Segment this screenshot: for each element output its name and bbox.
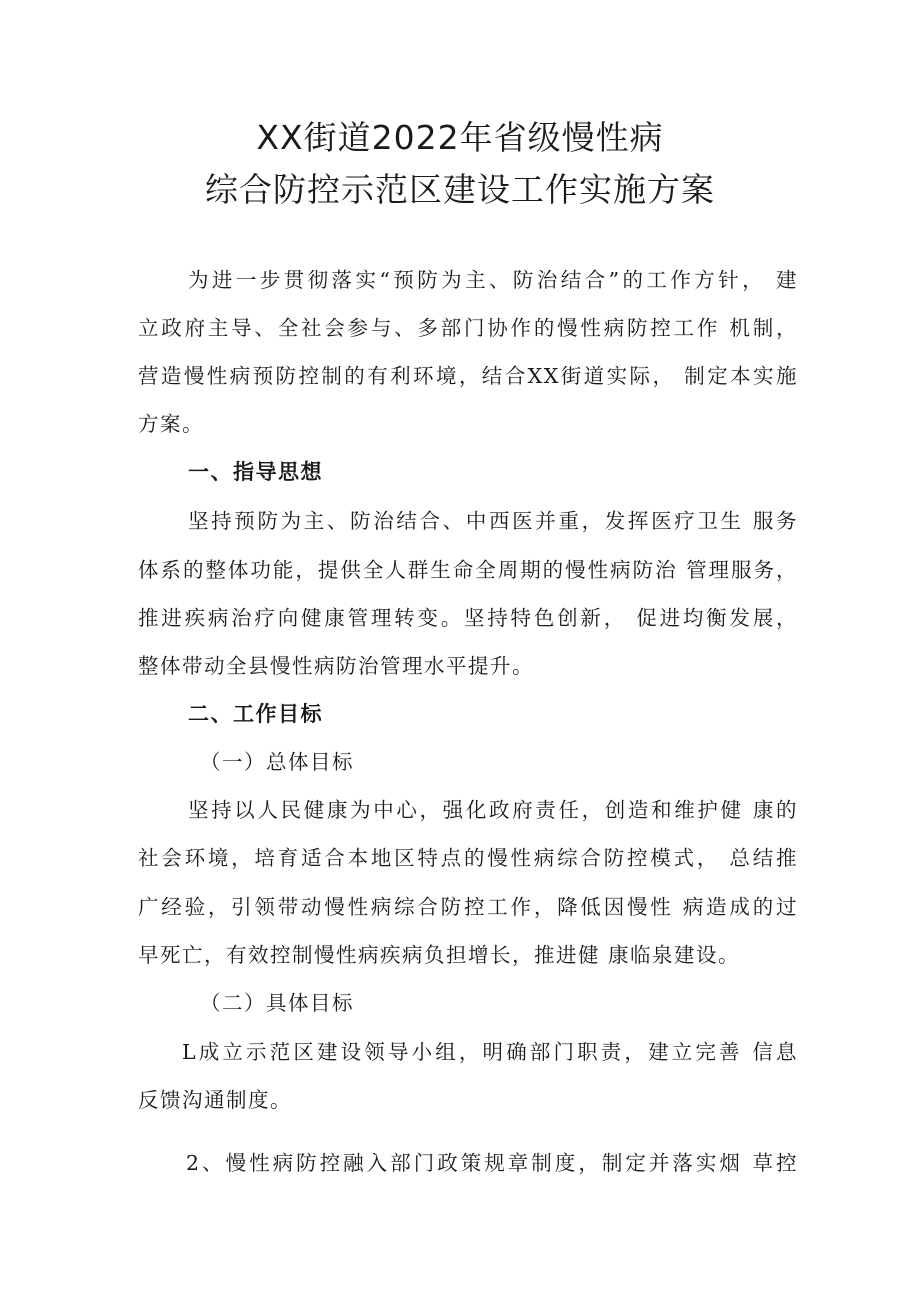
sub1-line-1: 坚持以人民健康为中心，强化政府责任，创造和维护健 康的 (188, 798, 798, 822)
sub1-line-2: 社会环境，培育适合本地区特点的慢性病综合防控模式， 总结推 (138, 846, 798, 870)
sub1-line-3: 广经验，引领带动慢性病综合防控工作，降低因慢性 病造成的过 (138, 895, 798, 919)
intro-line-1: 为进一步贯彻落实“预防为主、防治结合”的工作方针， 建 (188, 268, 798, 292)
document-title-line-1: XX街道2022年省级慢性病 (256, 118, 664, 157)
sub1-line-4: 早死亡，有效控制慢性病疾病负担增长，推进健 康临泉建设。 (138, 943, 741, 967)
intro-line-4: 方案。 (138, 412, 204, 436)
intro-line-3: 营造慢性病预防控制的有利环境，结合XX街道实际， 制定本实施 (138, 364, 798, 388)
subsection-heading-specific-goals: （二）具体目标 (200, 991, 354, 1015)
item2-line-1: 2、慢性病防控融入部门政策规章制度，制定并落实烟 草控 (186, 1151, 798, 1175)
subsection-heading-overall-goal: （一）总体目标 (200, 750, 354, 774)
section-heading-guiding-thought: 一、指导思想 (188, 460, 323, 484)
section1-line-3: 推进疾病治疗向健康管理转变。坚持特色创新， 促进均衡发展， (138, 606, 798, 630)
section1-line-1: 坚持预防为主、防治结合、中西医并重，发挥医疗卫生 服务 (188, 509, 798, 533)
section1-line-2: 体系的整体功能，提供全人群生命全周期的慢性病防治 管理服务， (138, 558, 798, 582)
intro-line-2: 立政府主导、全社会参与、多部门协作的慢性病防控工作 机制， (138, 316, 798, 340)
section1-line-4: 整体带动全县慢性病防治管理水平提升。 (138, 654, 534, 678)
item1-line-1: L成立示范区建设领导小组，明确部门职责，建立完善 信息 (182, 1040, 798, 1064)
document-title-line-2: 综合防控示范区建设工作实施方案 (205, 170, 715, 209)
section-heading-work-goals: 二、工作目标 (188, 702, 323, 726)
item1-line-2: 反馈沟通制度。 (138, 1088, 292, 1112)
